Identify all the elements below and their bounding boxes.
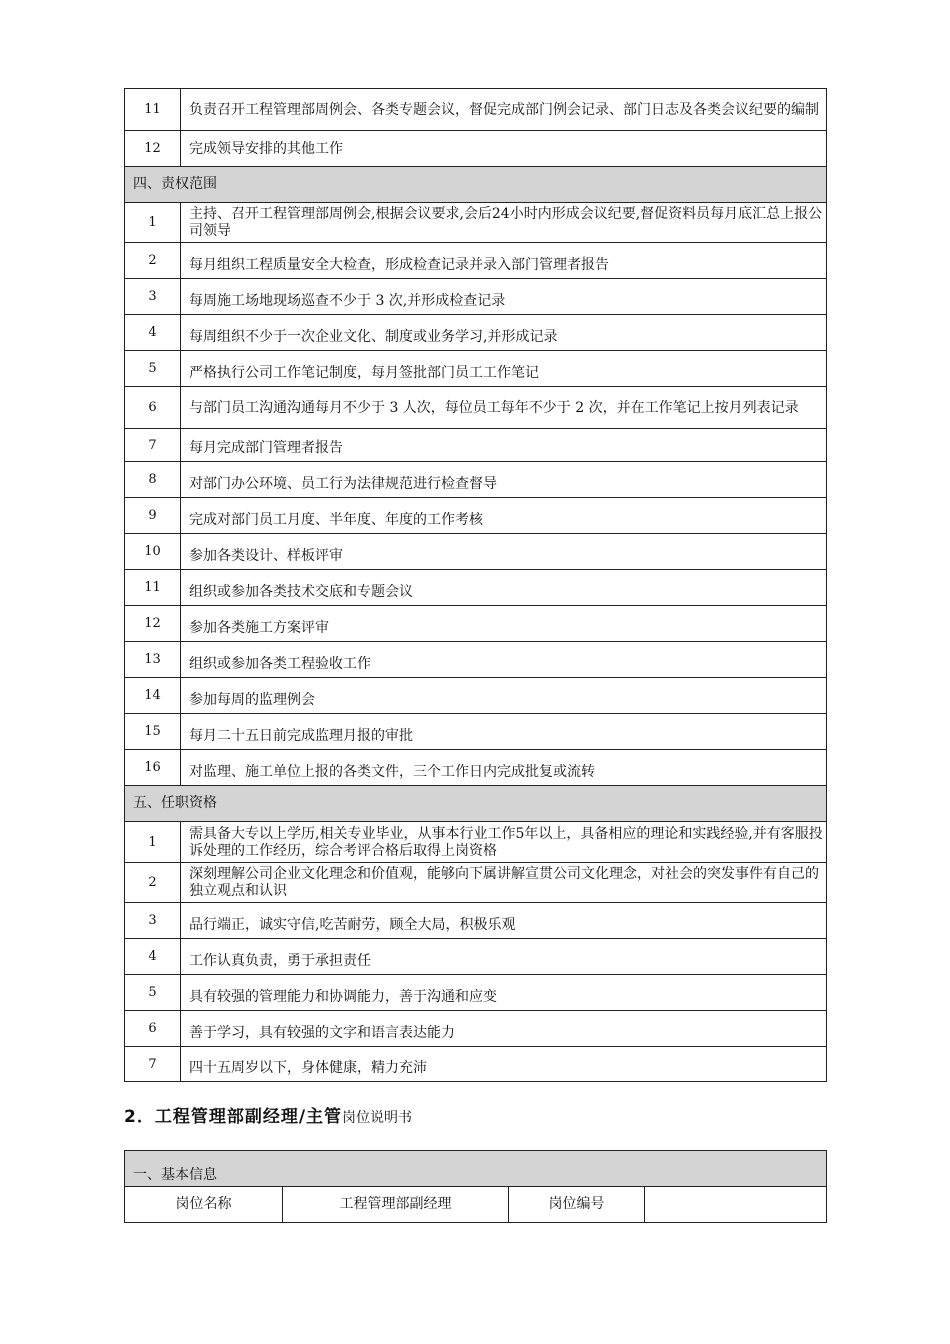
row-number: 14 [125,678,181,714]
row-number: 13 [125,642,181,678]
row-number: 4 [125,315,181,351]
row-number: 5 [125,351,181,387]
section-title: 四、责权范围 [125,167,827,203]
position-name-value: 工程管理部副经理 [283,1187,509,1223]
table-row [125,534,827,570]
basic-info-table-container [124,1150,826,1223]
row-number: 8 [125,462,181,498]
table-row [125,203,827,243]
table-row [125,89,827,131]
row-number: 2 [125,863,181,903]
section-header-qualifications [125,786,827,822]
row-text: 组织或参加各类技术交底和专题会议 [181,570,827,606]
table-row [125,863,827,903]
row-number: 12 [125,606,181,642]
row-number: 5 [125,975,181,1011]
position-code-label: 岗位编号 [509,1187,645,1223]
row-text: 每周组织不少于一次企业文化、制度或业务学习,并形成记录 [181,315,827,351]
position-name-label: 岗位名称 [125,1187,283,1223]
basic-info-table [124,1150,827,1223]
section-heading-deputy-manager [124,1105,412,1130]
responsibility-table [124,88,827,1082]
row-number: 3 [125,279,181,315]
row-text: 组织或参加各类工程验收工作 [181,642,827,678]
row-text: 严格执行公司工作笔记制度，每月签批部门员工工作笔记 [181,351,827,387]
row-number: 10 [125,534,181,570]
row-text: 对部门办公环境、员工行为法律规范进行检查督导 [181,462,827,498]
section-header-authority [125,167,827,203]
table-row [125,315,827,351]
row-number: 1 [125,822,181,863]
row-number: 7 [125,429,181,462]
table-row [125,351,827,387]
row-number: 16 [125,750,181,786]
table-row [125,678,827,714]
row-number: 6 [125,1011,181,1047]
position-code-value [645,1187,827,1223]
table-row [125,750,827,786]
row-text: 工作认真负责，勇于承担责任 [181,939,827,975]
section-title: 五、任职资格 [125,786,827,822]
row-number: 6 [125,387,181,429]
row-text: 完成对部门员工月度、半年度、年度的工作考核 [181,498,827,534]
heading-suffix: 岗位说明书 [342,1110,413,1126]
table-row [125,1187,827,1223]
row-number: 3 [125,903,181,939]
row-number: 4 [125,939,181,975]
table-row [125,822,827,863]
table-row [125,939,827,975]
row-text: 善于学习，具有较强的文字和语言表达能力 [181,1011,827,1047]
row-text: 每月二十五日前完成监理月报的审批 [181,714,827,750]
row-number: 9 [125,498,181,534]
row-text: 主持、召开工程管理部周例会,根据会议要求,会后24小时内形成会议纪要,督促资料员每月底汇总上报公司领导 [181,203,827,243]
row-text: 深刻理解公司企业文化理念和价值观，能够向下属讲解宣贯公司文化理念，对社会的突发事件有自己的独立观点和认识 [181,863,827,903]
row-number: 7 [125,1047,181,1082]
row-number: 11 [125,570,181,606]
table-row [125,131,827,167]
row-text: 对监理、施工单位上报的各类文件，三个工作日内完成批复或流转 [181,750,827,786]
table-row [125,570,827,606]
row-text: 品行端正，诚实守信,吃苦耐劳，顾全大局，积极乐观 [181,903,827,939]
section-header-basic-info [125,1151,827,1187]
table-row [125,1011,827,1047]
table-row [125,642,827,678]
row-number: 1 [125,203,181,243]
row-text: 与部门员工沟通沟通每月不少于 3 人次，每位员工每年不少于 2 次，并在工作笔记上按月列表记录 [181,387,827,429]
table-row [125,243,827,279]
table-row [125,714,827,750]
row-number: 2 [125,243,181,279]
table-row [125,1047,827,1082]
row-text: 完成领导安排的其他工作 [181,131,827,167]
row-text: 参加每周的监理例会 [181,678,827,714]
heading-main: 2．工程管理部副经理/主管 [124,1107,343,1127]
table-row [125,279,827,315]
row-text: 具有较强的管理能力和协调能力，善于沟通和应变 [181,975,827,1011]
table-row [125,498,827,534]
row-number: 12 [125,131,181,167]
row-text: 每月完成部门管理者报告 [181,429,827,462]
table-row [125,387,827,429]
table-row [125,903,827,939]
responsibility-table-container [124,88,826,1082]
table-row [125,462,827,498]
row-text: 四十五周岁以下，身体健康，精力充沛 [181,1047,827,1082]
table-row [125,606,827,642]
row-number: 11 [125,89,181,131]
row-text: 需具备大专以上学历,相关专业毕业，从事本行业工作5年以上，具备相应的理论和实践经验,并有客服投诉处理的工作经历，综合考评合格后取得上岗资格 [181,822,827,863]
table-row [125,429,827,462]
row-text: 参加各类施工方案评审 [181,606,827,642]
table-row [125,975,827,1011]
row-text: 参加各类设计、样板评审 [181,534,827,570]
row-text: 每周施工场地现场巡查不少于 3 次,并形成检查记录 [181,279,827,315]
row-number: 15 [125,714,181,750]
row-text: 每月组织工程质量安全大检查，形成检查记录并录入部门管理者报告 [181,243,827,279]
row-text: 负责召开工程管理部周例会、各类专题会议，督促完成部门例会记录、部门日志及各类会议纪要的编制 [181,89,827,131]
section-title: 一、基本信息 [125,1151,827,1187]
